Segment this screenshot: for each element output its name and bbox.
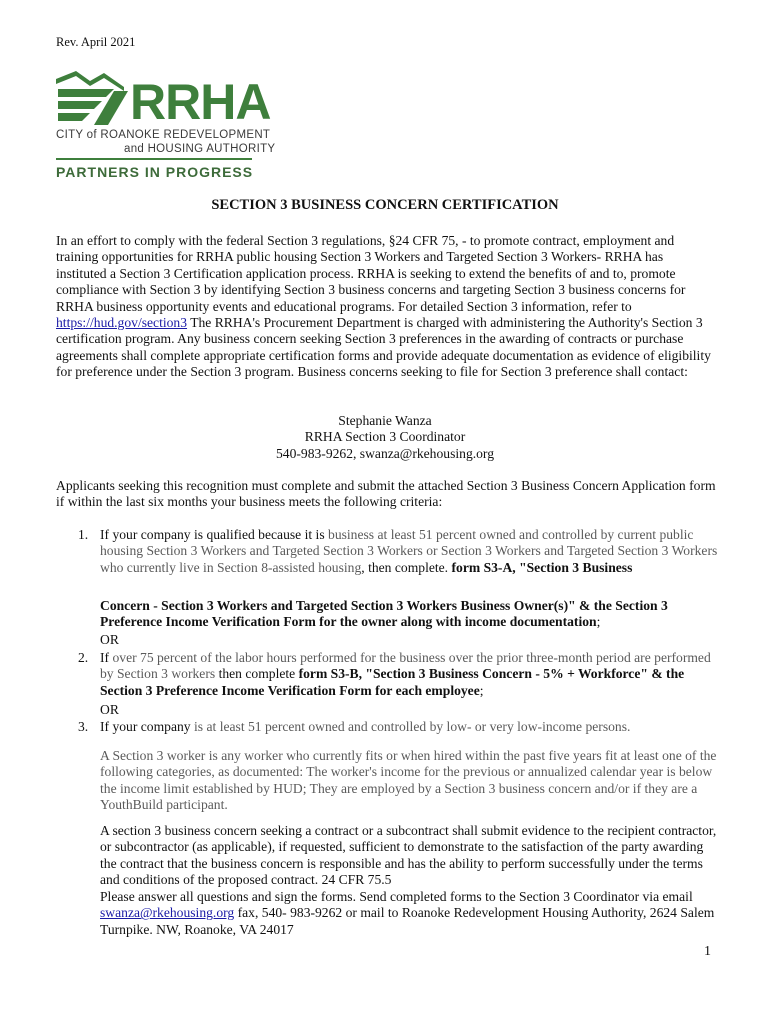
criterion-2-lead: If [100,650,110,665]
criterion-3-lead: If your company [100,719,191,734]
criterion-3-detail: is at least 51 percent owned and controlled by low- or very low-income persons. [194,719,631,734]
criterion-2-detail: over 75 percent of the labor hours performed for the business over the prior three-month period are performed by Section 3 workers [100,650,711,682]
logo-wordmark: RRHA [130,74,271,130]
logo-divider [56,158,252,160]
submission-text-1: Please answer all questions and sign the forms. Send completed forms to the Section 3 Coordinator via email [100,889,693,904]
page-number: 1 [704,944,711,959]
criterion-1-mid: , then complete. [361,559,449,575]
contact-block [0,413,770,462]
criterion-2-or: OR [100,702,119,717]
criterion-1-lead: If your company is qualified because it is [100,527,325,542]
criterion-2-tail: ; [479,682,484,698]
criterion-1-form-b: Concern - Section 3 Workers and Targeted Section 3 Workers Business Owner(s)" & the Section 3 Preference Income Verification Form for the owner along with income documentation [100,598,668,630]
logo-subtitle-line2: and HOUSING AUTHORITY [124,143,276,155]
criterion-1-continued [100,598,720,631]
criterion-2-form: form S3-B, "Section 3 Business Concern - 5% + Workforce" & the Section 3 Preference Income Verification Form for each employee [100,666,685,698]
hud-section3-link[interactable]: https://hud.gov/section3 [56,315,188,331]
submission-instructions [100,889,720,938]
coordinator-email-link[interactable]: swanza@rkehousing.org [100,905,235,921]
logo-tagline: PARTNERS IN PROGRESS [56,164,254,180]
criterion-2-number: 2. [78,650,89,665]
submission-text-2: fax, 540- 983-9262 or mail to Roanoke Redevelopment Housing Authority, 2624 Salem Turnpike. NW, Roanoke, VA 24017 [100,905,715,937]
section3-worker-definition: A Section 3 worker is any worker who currently fits or when hired within the past five years fit at least one of the following categories, as documented: The worker's income for the previous or annualized calendar year is below the income limit established by HUD; They are employed by a Section 3 business concern and/or if they are a YouthBuild participant. [100,748,717,813]
rrha-logo [54,69,276,181]
criterion-3 [100,719,720,735]
criterion-2 [100,650,720,699]
intro-paragraph [56,233,716,381]
page-title: SECTION 3 BUSINESS CONCERN CERTIFICATION [211,197,559,213]
revision-date: Rev. April 2021 [56,35,136,49]
evidence-paragraph: A section 3 business concern seeking a contract or a subcontract shall submit evidence to the recipient contractor, or subcontractor (as applicable), if requested, sufficient to demonstrate to the satisfaction of the party awarding the contract that the business concern is responsible and has the ability to perform successfully under the terms and conditions of the proposed contract. 24 CFR 75.5 [100,823,717,888]
contact-role: RRHA Section 3 Coordinator [304,429,466,445]
criterion-1 [100,527,720,576]
criterion-1-form-a: form S3-A, "Section 3 Business [451,559,633,575]
criterion-1-or: OR [100,632,119,647]
criterion-1-tail: ; [596,614,601,630]
criterion-1-detail: business at least 51 percent owned and controlled by current public housing Section 3 Workers and Targeted Section 3 Workers or Section 3 Workers and Targeted Section 3 Workers who currently live in Section 8-assisted housing [100,527,718,575]
contact-name: Stephanie Wanza [338,413,432,428]
criterion-1-number: 1. [78,527,89,542]
rrha-logo-mark-icon [54,69,130,127]
intro-text-1: In an effort to comply with the federal Section 3 regulations, §24 CFR 75, - to promote contract, employment and training opportunities for RRHA public housing Section 3 Workers and Targeted Section 3 Workers- RRHA has instituted a Section 3 Certification application process. RRHA is seeking to extend the benefits of and to, promote compliance with Section 3 by identifying Section 3 business concerns and targeting Section 3 business concerns for RRHA business opportunity events and educational programs. For detailed Section 3 information, refer to [56,233,686,314]
criterion-3-number: 3. [78,719,89,734]
criterion-2-mid: then complete [218,666,296,682]
contact-phone-email: 540-983-9262, swanza@rkehousing.org [275,445,495,461]
logo-subtitle-line1: CITY of ROANOKE REDEVELOPMENT [56,129,271,141]
criteria-intro: Applicants seeking this recognition must complete and submit the attached Section 3 Business Concern Application form if within the last six months your business meets the following criteria: [56,478,716,510]
intro-text-2: The RRHA's Procurement Department is charged with administering the Authority's Section 3 certification program. Any business concern seeking Section 3 preferences in the awarding of contracts or purchase agreements shall complete appropriate certification forms and provide adequate documentation as evidence of eligibility for preference under the Section 3 program. Business concerns seeking to file for Section 3 preference shall contact: [56,315,711,380]
